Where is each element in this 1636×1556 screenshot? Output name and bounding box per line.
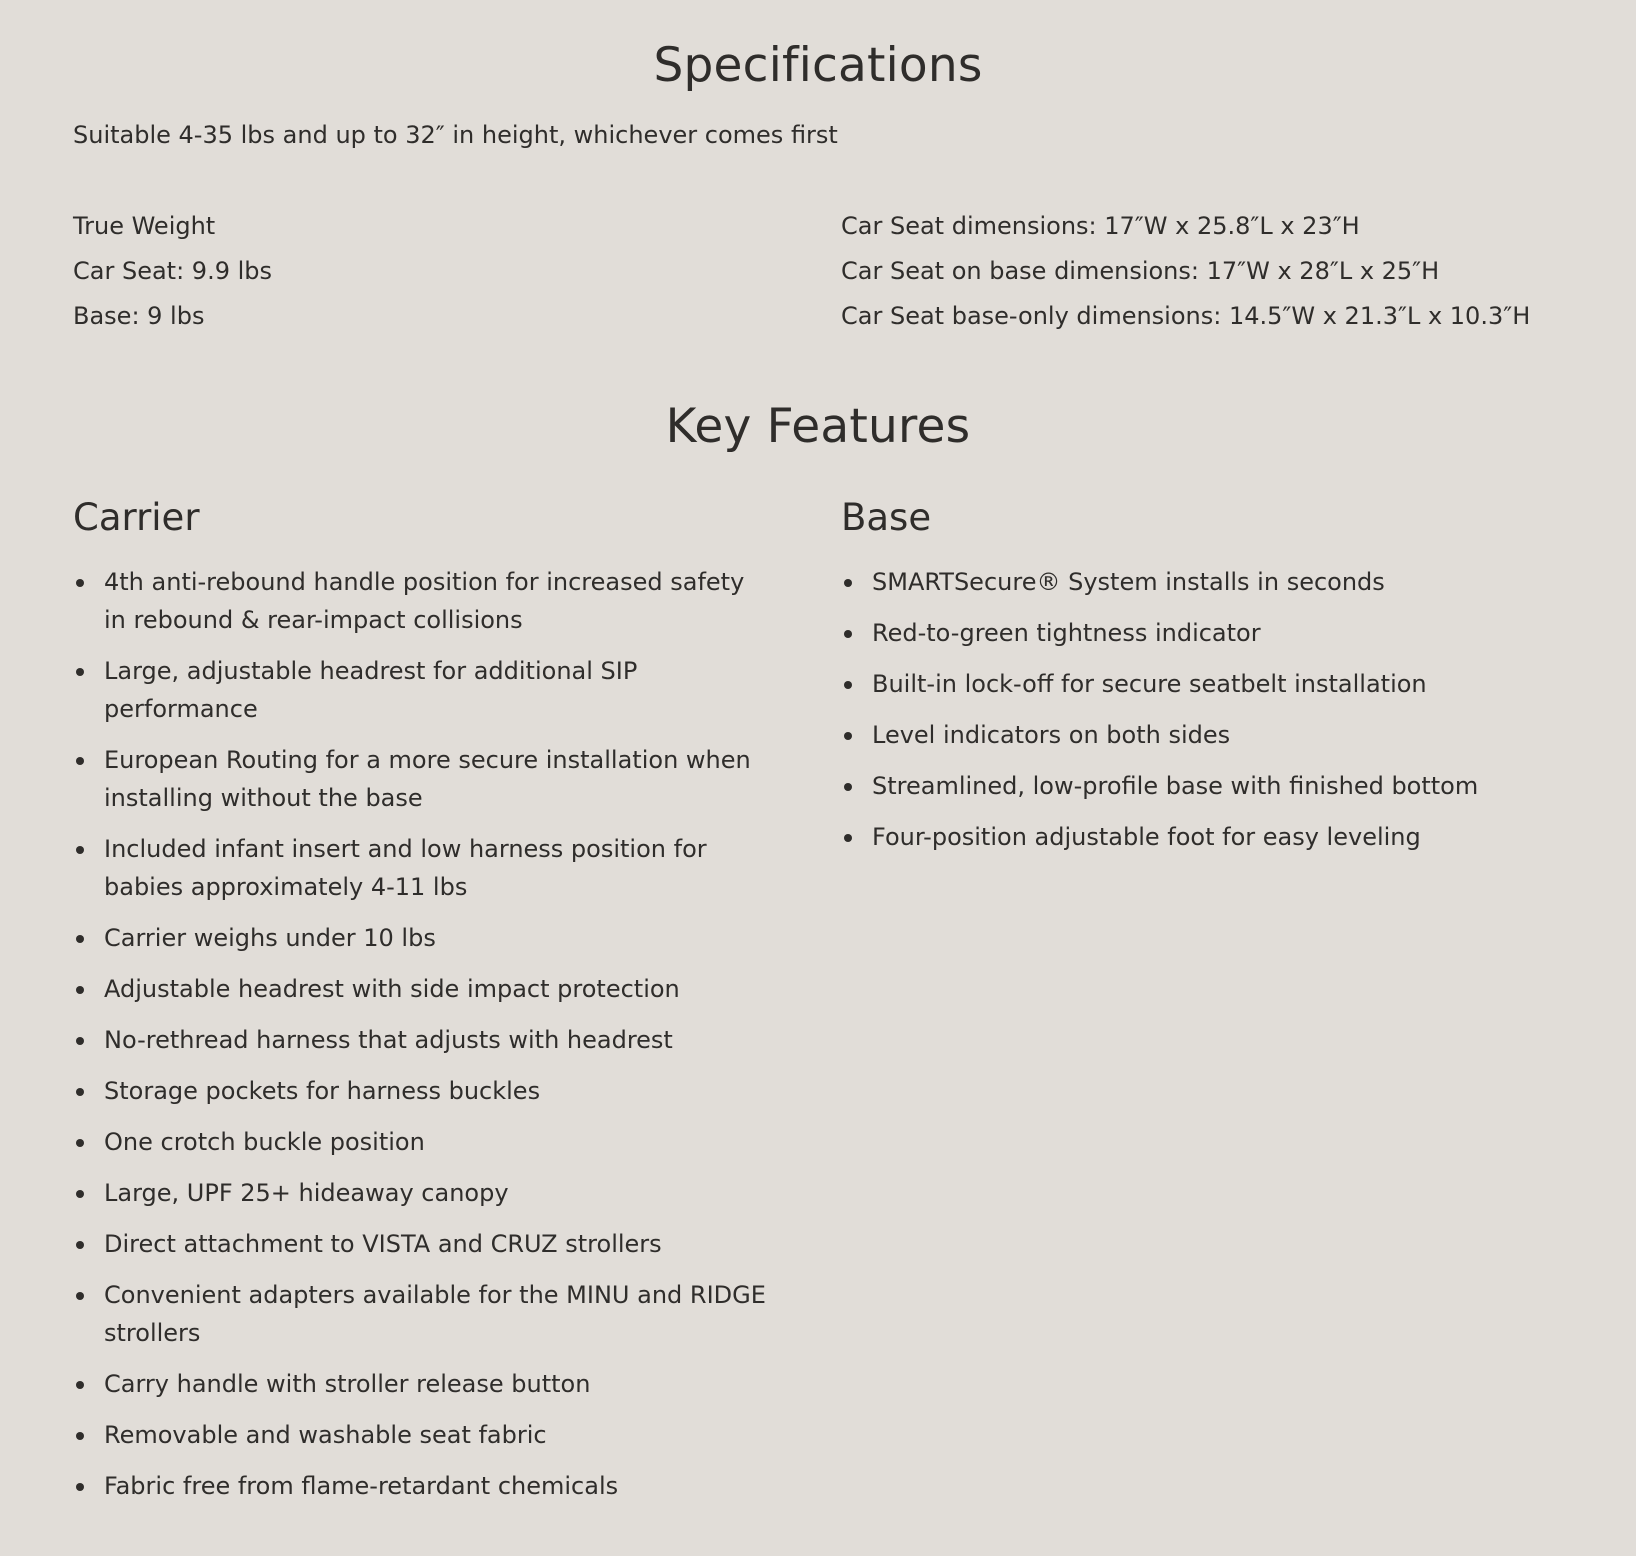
- base-only-dimensions: Car Seat base-only dimensions: 14.5″W x 21.3″L x 10.3″H: [841, 302, 1531, 330]
- car-seat-dimensions: Car Seat dimensions: 17″W x 25.8″L x 23″H: [841, 212, 1360, 240]
- carrier-heading: Carrier: [73, 496, 200, 539]
- list-item: Large, adjustable headrest for additional SIP performance: [73, 652, 773, 728]
- list-item: One crotch buckle position: [73, 1123, 773, 1161]
- suitability-text: Suitable 4-35 lbs and up to 32″ in height, whichever comes first: [73, 121, 838, 149]
- list-item: Four-position adjustable foot for easy leveling: [841, 818, 1563, 856]
- list-item: Built-in lock-off for secure seatbelt installation: [841, 665, 1563, 703]
- list-item: Level indicators on both sides: [841, 716, 1563, 754]
- carrier-column: [73, 493, 841, 1518]
- dimensions-column: [841, 211, 1563, 346]
- list-item: Removable and washable seat fabric: [73, 1416, 773, 1454]
- specifications-title: Specifications: [653, 38, 983, 93]
- list-item: Direct attachment to VISTA and CRUZ strollers: [73, 1225, 773, 1263]
- list-item: Carrier weighs under 10 lbs: [73, 919, 773, 957]
- base-column: [841, 493, 1563, 1518]
- list-item: Adjustable headrest with side impact protection: [73, 970, 773, 1008]
- carrier-feature-list: [73, 563, 773, 1505]
- base-weight: Base: 9 lbs: [73, 302, 205, 330]
- list-item: Carry handle with stroller release button: [73, 1365, 773, 1403]
- list-item: 4th anti-rebound handle position for increased safety in rebound & rear-impact collisions: [73, 563, 773, 639]
- base-heading: Base: [841, 496, 932, 539]
- specifications-grid: [73, 211, 1563, 346]
- car-seat-on-base-dimensions: Car Seat on base dimensions: 17″W x 28″L x 25″H: [841, 257, 1440, 285]
- list-item: Red-to-green tightness indicator: [841, 614, 1563, 652]
- list-item: Convenient adapters available for the MINU and RIDGE strollers: [73, 1276, 773, 1352]
- weight-column: [73, 211, 841, 346]
- key-features-grid: [73, 493, 1563, 1518]
- list-item: Streamlined, low-profile base with finished bottom: [841, 767, 1563, 805]
- list-item: Large, UPF 25+ hideaway canopy: [73, 1174, 773, 1212]
- base-feature-list: [841, 563, 1563, 856]
- list-item: Included infant insert and low harness position for babies approximately 4-11 lbs: [73, 830, 773, 906]
- list-item: SMARTSecure® System installs in seconds: [841, 563, 1563, 601]
- list-item: Fabric free from flame-retardant chemicals: [73, 1467, 773, 1505]
- list-item: Storage pockets for harness buckles: [73, 1072, 773, 1110]
- list-item: European Routing for a more secure installation when installing without the base: [73, 741, 773, 817]
- car-seat-weight: Car Seat: 9.9 lbs: [73, 257, 272, 285]
- weight-heading: True Weight: [73, 212, 216, 240]
- key-features-title: Key Features: [665, 399, 971, 454]
- list-item: No-rethread harness that adjusts with headrest: [73, 1021, 773, 1059]
